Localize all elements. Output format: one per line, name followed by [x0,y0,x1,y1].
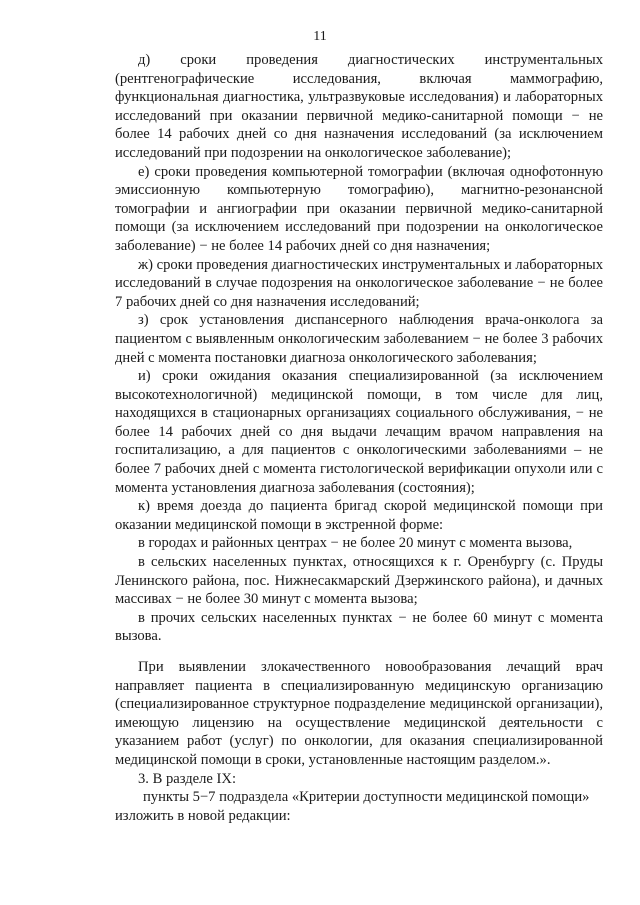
paragraph-cities: в городах и районных центрах − не более 20 минут с момента вызова, [138,535,573,552]
document-body [115,51,603,825]
paragraph-e: е) сроки проведения компьютерной томографии (включая однофотонную эмиссионную компьютерную томографию), магнитно-резонансной томографии и ангиографии при оказании первичной медико-санитарной помощи (за исключением исследований при подозрении на онкологическое заболевание) − не более 14 рабочих дней со дня назначения; [115,163,603,254]
page-number: 11 [313,29,327,44]
paragraph-k: к) время доезда до пациента бригад скорой медицинской помощи при оказании медицинской помощи в экстренной форме: [115,498,603,533]
paragraph-rural-orenburg: в сельских населенных пунктах, относящихся к г. Оренбургу (с. Пруды Ленинского района, пос. Нижнесакмарский Дзержинского района), и дачных массивах − не более 30 минут с момента вызова; [115,554,603,608]
paragraph-other-rural: в прочих сельских населенных пунктах − не более 60 минут с момента вызова. [115,609,603,645]
paragraph-z: з) срок установления диспансерного наблюдения врача-онколога за пациентом с выявленным онкологическим заболеванием − не более 3 рабочих дней с момента постановки диагноза онкологического заболевания; [115,312,603,366]
paragraph-i: и) сроки ожидания оказания специализированной (за исключением высокотехнологичной) медицинской помощи, в том числе для лиц, находящихся в стационарных организациях социального обслуживания, − не более 14 рабочих дней со дня выдачи лечащим врачом направления на госпитализацию, а для пациентов с онкологическими заболеваниями – не более 7 рабочих дней с момента гистологической верификации опухоли или с момента установления диагноза заболевания (состояния); [115,368,603,496]
paragraph-zh: ж) сроки проведения диагностических инструментальных и лабораторных исследований в случае подозрения на онкологическое заболевание − не более 7 рабочих дней со дня назначения исследований; [115,256,603,310]
paragraph-d: д) сроки проведения диагностических инструментальных (рентгенографические исследования, включая маммографию, функциональная диагностика, ультразвуковые исследования) и лабораторных исследований при оказании первичной медико-санитарной помощи − не более 14 рабочих дней со дня назначения исследований (за исключением исследований при подозрении на онкологическое заболевание); [115,52,603,161]
paragraph-oncology-referral: При выявлении злокачественного новообразования лечащий врач направляет пациента в специализированную медицинскую организацию (специализированное структурное подразделение медицинской организации), имеющую лицензию на осуществление медицинской деятельности с указанием работ (услуг) по онкологии, для оказания специализированной медицинской помощи в сроки, установленные настоящим разделом.». [115,659,603,768]
paragraph-section-ix: 3. В разделе IX: [138,770,237,787]
paragraph-new-edition: пункты 5−7 подраздела «Критерии доступности медицинской помощи» изложить в новой редакции: [115,789,590,824]
